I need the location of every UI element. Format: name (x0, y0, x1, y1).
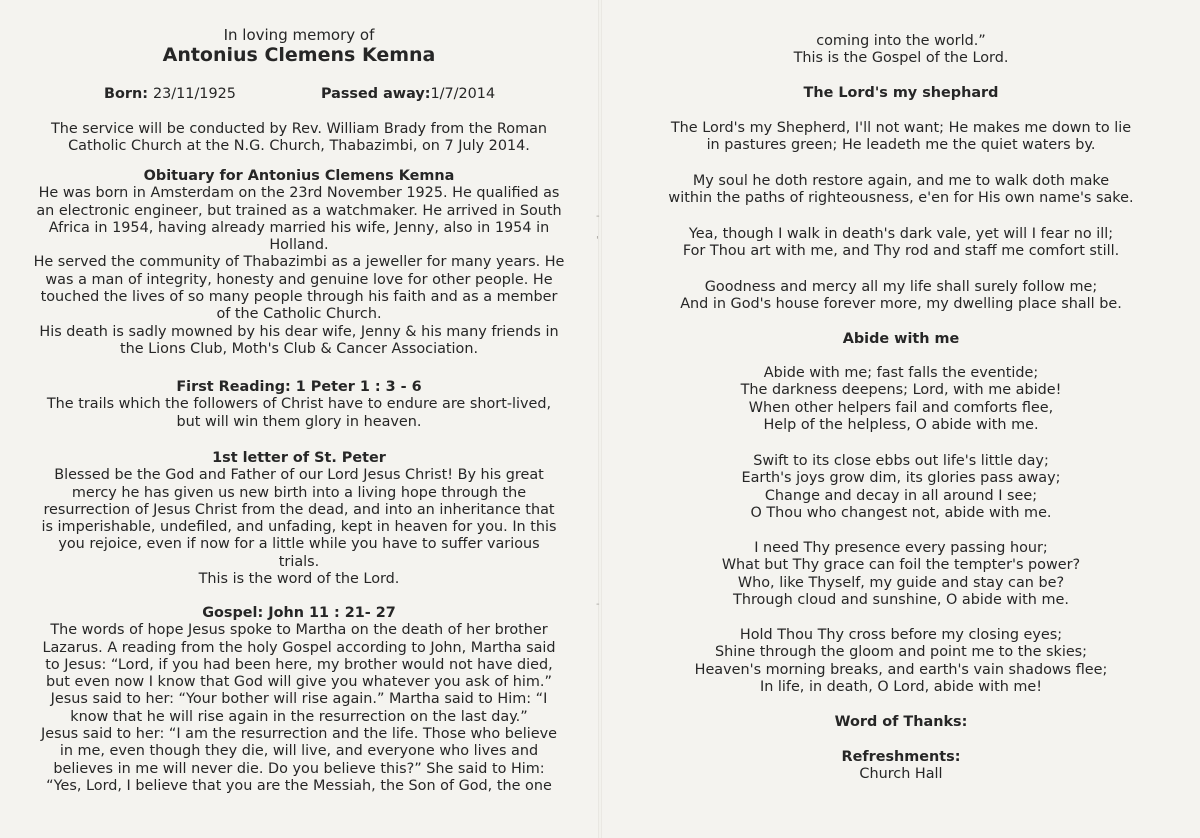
obituary-line: His death is sadly mowned by his dear wife, Jenny & his many friends in (39, 323, 559, 340)
psalm-stanza (602, 120, 1200, 155)
hymn-line: Abide with me; fast falls the eventide; (763, 365, 1039, 381)
hymn-line: Help of the helpless, O abide with me. (763, 416, 1039, 433)
gospel-line: to Jesus: “Lord, if you had been here, my brother would not have died, (45, 656, 553, 673)
gospel-end-line: coming into the world.” (816, 33, 986, 49)
fold-mark: ' (596, 235, 599, 246)
obituary-line: Holland. (269, 237, 329, 254)
gospel-line: The words of hope Jesus spoke to Martha on the death of her brother (50, 622, 548, 639)
obituary-section (0, 168, 598, 358)
peter-line: is imperishable, undefiled, and unfading, kept in heaven for you. In this (41, 519, 557, 536)
hymn-line: Who, like Thyself, my guide and stay can be? (737, 574, 1065, 591)
psalm-stanza (602, 279, 1200, 314)
memory-intro: In loving memory of (223, 26, 375, 44)
gospel-line: but even now I know that God will give you whatever you ask of him.” (46, 674, 552, 691)
gospel-line: Jesus said to her: “I am the resurrection and the life. Those who believe (40, 726, 558, 743)
hymn-line: The darkness deepens; Lord, with me abide! (740, 382, 1062, 399)
gospel-line: “Yes, Lord, I believe that you are the Messiah, the Son of God, the one (46, 777, 552, 794)
peter-line: mercy he has given us new birth into a living hope through the (71, 484, 527, 501)
psalm-line: For Thou art with me, and Thy rod and staff me comfort still. (682, 243, 1120, 260)
psalm-line: Goodness and mercy all my life shall surely follow me; (704, 279, 1098, 295)
gospel-line: Lazarus. A reading from the holy Gospel according to John, Martha said (42, 639, 556, 656)
first-reading-section (0, 379, 598, 431)
fold-mark: - (596, 211, 600, 222)
obituary-line: of the Catholic Church. (216, 306, 382, 323)
deceased-name: Antonius Clemens Kemna (162, 44, 436, 67)
hymn-line: I need Thy presence every passing hour; (754, 540, 1048, 556)
obituary-line: touched the lives of so many people through his faith and as a member (40, 289, 558, 306)
peter-letter-section (0, 450, 598, 588)
refreshments-section (602, 749, 1200, 784)
passed-date: 1/7/2014 (430, 86, 496, 102)
obituary-line: was a man of integrity, honesty and genuine love for other people. He (45, 271, 553, 288)
hymn-stanza (602, 453, 1200, 522)
born-date: 23/11/1925 (152, 86, 236, 102)
gospel-line: Jesus said to her: “Your bother will rise again.” Martha said to Him: “I (50, 691, 548, 708)
gospel-line: know that he will rise again in the resurrection on the last day.” (70, 708, 528, 725)
peter-line: This is the word of the Lord. (198, 571, 400, 588)
hymn-line: Heaven's morning breaks, and earth's vain shadows flee; (694, 661, 1108, 678)
service-details (0, 121, 598, 156)
service-line: The service will be conducted by Rev. William Brady from the Roman (50, 121, 548, 137)
left-page (0, 0, 598, 838)
memorial-header (0, 27, 598, 65)
born-date-line (104, 86, 236, 103)
hymn-line: In life, in death, O Lord, abide with me! (759, 678, 1043, 695)
service-line: Catholic Church at the N.G. Church, Thabazimbi, on 7 July 2014. (68, 138, 530, 155)
hymn-line: Hold Thou Thy cross before my closing eyes; (739, 627, 1063, 643)
hymn-line: Earth's joys grow dim, its glories pass away; (741, 470, 1061, 487)
right-page (602, 0, 1200, 838)
psalm-line: And in God's house forever more, my dwelling place shall be. (680, 296, 1122, 313)
gospel-line: in me, even though they die, will live, and everyone who lives and (59, 743, 539, 760)
psalm-line: within the paths of righteousness, e'en for His own name's sake. (668, 190, 1134, 207)
psalm-heading: The Lord's my shephard (803, 85, 999, 101)
obituary-line: Africa in 1954, having already married his wife, Jenny, also in 1954 in (48, 219, 550, 236)
first-reading-heading: First Reading: 1 Peter 1 : 3 - 6 (176, 379, 422, 395)
refreshments-venue: Church Hall (859, 766, 943, 783)
passed-label: Passed away: (321, 86, 431, 102)
first-reading-line: but will win them glory in heaven. (176, 413, 422, 430)
hymn-line: What but Thy grace can foil the tempter's power? (721, 557, 1081, 574)
psalm-line: Yea, though I walk in death's dark vale, yet will I fear no ill; (688, 226, 1114, 242)
born-label: Born: (104, 86, 148, 102)
psalm-stanza (602, 226, 1200, 261)
obituary-line: an electronic engineer, but trained as a watchmaker. He arrived in South (36, 202, 562, 219)
hymn-stanza (602, 365, 1200, 434)
peter-heading: 1st letter of St. Peter (212, 450, 386, 466)
hymn-stanza (602, 627, 1200, 696)
hymn-line: When other helpers fail and comforts flee, (748, 399, 1054, 416)
hymn-line: Shine through the gloom and point me to the skies; (714, 644, 1088, 661)
hymn-stanza (602, 540, 1200, 609)
peter-line: Blessed be the God and Father of our Lord Jesus Christ! By his great (54, 467, 544, 484)
psalm-line: My soul he doth restore again, and me to walk doth make (692, 173, 1110, 189)
peter-line: you rejoice, even if now for a little while you have to suffer various (58, 536, 540, 553)
hymn-line: Through cloud and sunshine, O abide with me. (733, 591, 1069, 608)
gospel-ending (602, 33, 1200, 68)
gospel-end-line: This is the Gospel of the Lord. (793, 50, 1009, 67)
gospel-heading: Gospel: John 11 : 21- 27 (202, 605, 396, 621)
psalm-line: in pastures green; He leadeth me the quiet waters by. (706, 137, 1096, 154)
gospel-section (0, 605, 598, 795)
passed-date-line (321, 86, 495, 103)
psalm-stanza (602, 173, 1200, 208)
hymn-line: Change and decay in all around I see; (764, 487, 1038, 504)
gospel-line: believes in me will never die. Do you believe this?” She said to Him: (53, 760, 545, 777)
hymn-line: Swift to its close ebbs out life's little day; (753, 453, 1049, 469)
first-reading-line: The trails which the followers of Christ have to endure are short-lived, (46, 396, 552, 413)
peter-line: resurrection of Jesus Christ from the dead, and into an inheritance that (43, 501, 555, 518)
obituary-heading: Obituary for Antonius Clemens Kemna (143, 168, 455, 184)
hymn-heading: Abide with me (842, 331, 960, 347)
fold-mark: - (596, 599, 600, 610)
psalm-line: The Lord's my Shepherd, I'll not want; He makes me down to lie (670, 120, 1132, 136)
thanks-heading: Word of Thanks: (834, 714, 968, 730)
obituary-line: the Lions Club, Moth's Club & Cancer Association. (119, 340, 479, 357)
peter-line: trials. (278, 553, 320, 570)
refreshments-heading: Refreshments: (841, 749, 961, 765)
obituary-line: He was born in Amsterdam on the 23rd November 1925. He qualified as (38, 185, 560, 202)
hymn-line: O Thou who changest not, abide with me. (750, 504, 1052, 521)
obituary-line: He served the community of Thabazimbi as a jeweller for many years. He (33, 254, 565, 271)
